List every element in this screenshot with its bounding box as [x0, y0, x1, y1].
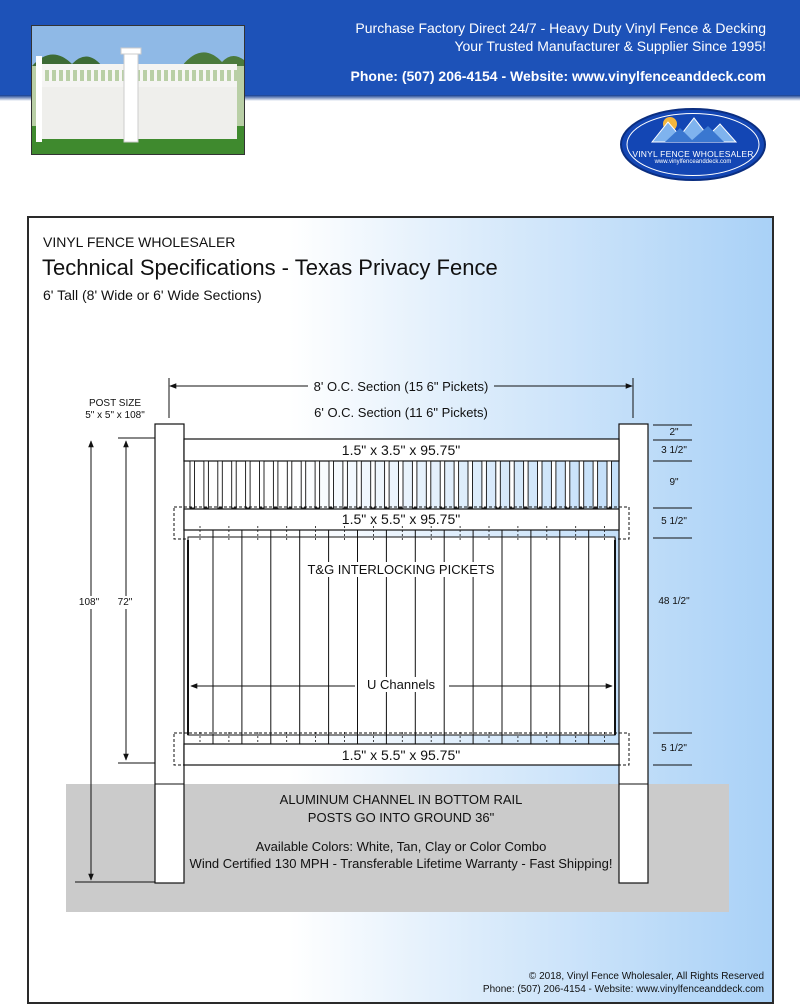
- note-posts-ground: POSTS GO INTO GROUND 36": [307, 810, 495, 825]
- dim-label-5-5in-bottom: 5 1/2": [661, 743, 687, 754]
- footer-copyright: © 2018, Vinyl Fence Wholesaler, All Rights Reserved: [528, 971, 764, 982]
- note-wind-certified: Wind Certified 130 MPH - Transferable Lifetime Warranty - Fast Shipping!: [189, 856, 613, 871]
- logo-name: VINYL FENCE WHOLESALER: [632, 149, 754, 159]
- lattice-picket: [538, 461, 543, 508]
- mid-rail-label: 1.5" x 5.5" x 95.75": [341, 511, 461, 527]
- lattice-picket: [232, 461, 237, 508]
- lattice-picket: [343, 461, 348, 508]
- lattice-picket: [482, 461, 487, 508]
- lattice-picket: [399, 461, 404, 508]
- post-height-label: 108": [78, 597, 100, 608]
- dim-label-3-5in: 3 1/2": [661, 445, 687, 456]
- section-8-label: 8' O.C. Section (15 6" Pickets): [313, 379, 489, 394]
- dim-label-5-5in-top: 5 1/2": [661, 516, 687, 527]
- lattice-picket: [454, 461, 459, 508]
- lattice-pickets: [190, 461, 612, 508]
- top-rail-label: 1.5" x 3.5" x 95.75": [341, 442, 461, 458]
- left-post: [155, 424, 184, 883]
- u-channels-label: U Channels: [363, 677, 439, 692]
- lattice-picket: [593, 461, 598, 508]
- logo-url: www.vinylfenceanddeck.com: [654, 159, 732, 165]
- lattice-picket: [204, 461, 209, 508]
- dim-label-9in: 9": [669, 477, 679, 488]
- lattice-picket: [190, 461, 195, 508]
- right-post: [619, 424, 648, 883]
- lattice-picket: [260, 461, 265, 508]
- lattice-picket: [357, 461, 362, 508]
- pickets-label: T&G INTERLOCKING PICKETS: [307, 562, 495, 577]
- note-aluminum-channel: ALUMINUM CHANNEL IN BOTTOM RAIL: [279, 792, 523, 807]
- lattice-picket: [371, 461, 376, 508]
- post-size-value: 5" x 5" x 108": [85, 410, 145, 421]
- sheet-company: VINYL FENCE WHOLESALER: [43, 234, 236, 250]
- lattice-picket: [273, 461, 278, 508]
- lattice-picket: [385, 461, 390, 508]
- lattice-picket: [468, 461, 473, 508]
- footer-contact: Phone: (507) 206-4154 - Website: www.vinylfenceanddeck.com: [482, 984, 764, 995]
- bottom-rail-label: 1.5" x 5.5" x 95.75": [341, 747, 461, 763]
- tagline-trusted-manufacturer: Your Trusted Manufacturer & Supplier Since 1995!: [454, 38, 766, 54]
- dim-label-48-5in: 48 1/2": [658, 596, 690, 607]
- tagline-factory-direct: Purchase Factory Direct 24/7 - Heavy Duty Vinyl Fence & Decking: [355, 20, 766, 36]
- lattice-picket: [565, 461, 570, 508]
- dim-label-2in: 2": [669, 427, 679, 438]
- lattice-picket: [329, 461, 334, 508]
- lattice-picket: [287, 461, 292, 508]
- lattice-picket: [551, 461, 556, 508]
- sheet-subtitle: 6' Tall (8' Wide or 6' Wide Sections): [43, 287, 262, 303]
- lattice-picket: [426, 461, 431, 508]
- lattice-picket: [496, 461, 501, 508]
- lattice-picket: [607, 461, 612, 508]
- lattice-picket: [218, 461, 223, 508]
- lattice-picket: [412, 461, 417, 508]
- lattice-picket: [315, 461, 320, 508]
- post-size-label: POST SIZE: [88, 398, 142, 409]
- section-6-label: 6' O.C. Section (11 6" Pickets): [314, 405, 488, 420]
- lattice-picket: [524, 461, 529, 508]
- note-available-colors: Available Colors: White, Tan, Clay or Color Combo: [255, 839, 547, 854]
- sheet-title: Technical Specifications - Texas Privacy Fence: [42, 255, 498, 280]
- lattice-picket: [301, 461, 306, 508]
- right-dim-ticks: [653, 425, 692, 765]
- fence-height-label: 72": [117, 597, 133, 608]
- lattice-picket: [440, 461, 445, 508]
- lattice-picket: [579, 461, 584, 508]
- lattice-picket: [510, 461, 515, 508]
- header-contact: Phone: (507) 206-4154 - Website: www.vinylfenceanddeck.com: [350, 68, 766, 84]
- lattice-picket: [246, 461, 251, 508]
